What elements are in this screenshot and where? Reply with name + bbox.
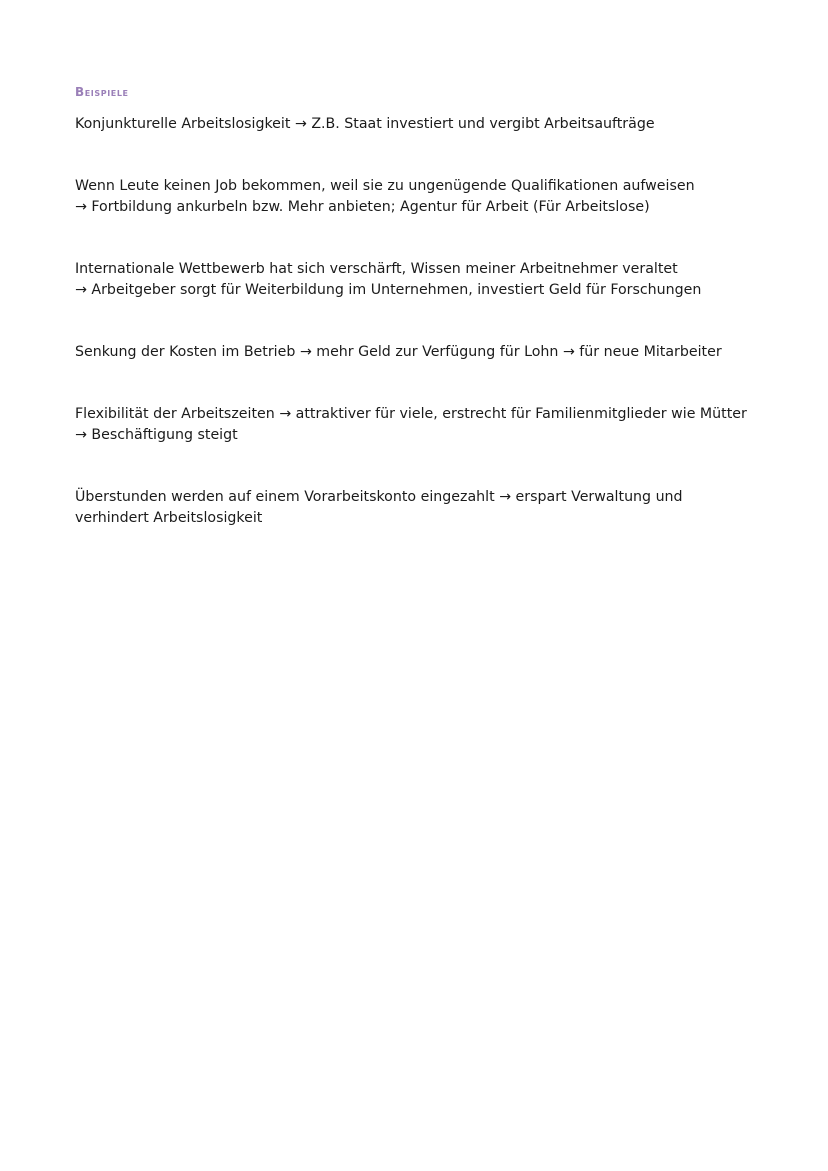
example-2-line-2: → Fortbildung ankurbeln bzw. Mehr anbieten; Agentur für Arbeit (Für Arbeitslose) <box>75 199 650 215</box>
example-3-line-1: Internationale Wettbewerb hat sich verschärft, Wissen meiner Arbeitnehmer veraltet <box>75 261 678 277</box>
document-page <box>75 84 775 529</box>
example-6-line-1: Überstunden werden auf einem Vorarbeitskonto eingezahlt → erspart Verwaltung und <box>75 489 683 505</box>
example-1-line-1: Konjunkturelle Arbeitslosigkeit → Z.B. Staat investiert und vergibt Arbeitsaufträge <box>75 116 655 132</box>
example-2-line-1: Wenn Leute keinen Job bekommen, weil sie zu ungenügende Qualifikationen aufweisen <box>75 178 695 194</box>
example-1 <box>75 114 775 135</box>
example-2 <box>75 176 775 218</box>
example-6 <box>75 487 775 529</box>
example-3-line-2: → Arbeitgeber sorgt für Weiterbildung im Unternehmen, investiert Geld für Forschungen <box>75 282 702 298</box>
example-5-line-1: Flexibilität der Arbeitszeiten → attraktiver für viele, erstrecht für Familienmitglieder wie Mütter <box>75 406 747 422</box>
example-5 <box>75 404 775 446</box>
example-3 <box>75 259 775 301</box>
example-4-line-1: Senkung der Kosten im Betrieb → mehr Geld zur Verfügung für Lohn → für neue Mitarbeiter <box>75 344 722 360</box>
example-5-line-2: → Beschäftigung steigt <box>75 427 238 443</box>
section-heading: Beispiele <box>75 85 129 99</box>
example-4 <box>75 342 775 363</box>
example-6-line-2: verhindert Arbeitslosigkeit <box>75 510 263 526</box>
